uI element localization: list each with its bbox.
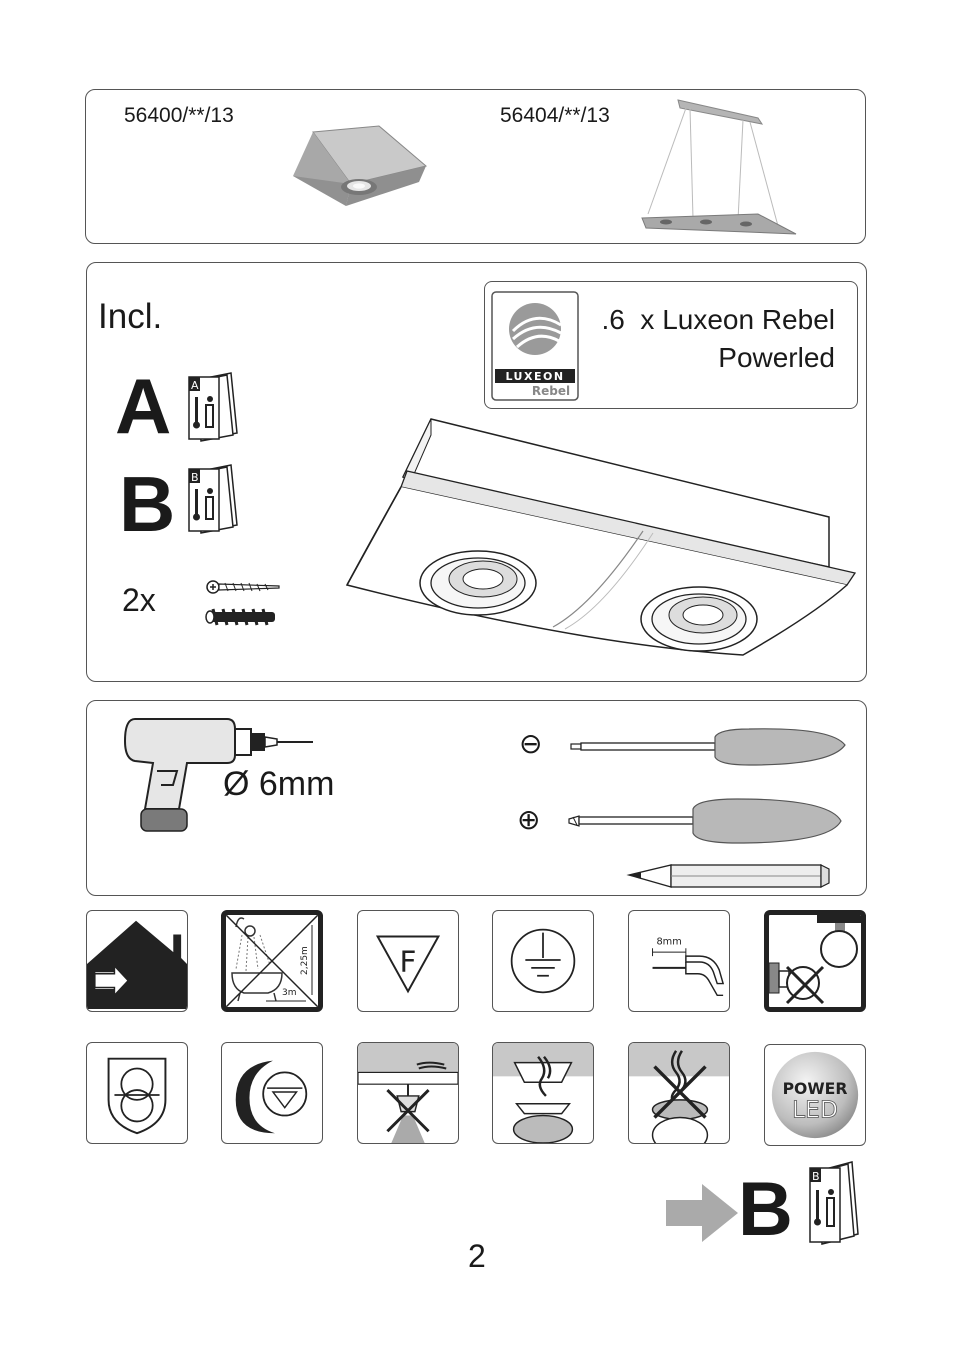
two-spot-lamp-drawing [343, 415, 863, 665]
next-booklet-letter: B [738, 1167, 793, 1252]
power-led-bottom: LED [791, 1095, 839, 1124]
arrow-right-icon [666, 1184, 738, 1242]
luxeon-logo-sub: Rebel [531, 384, 571, 398]
pendant-lamp-image [638, 96, 798, 241]
included-title: Incl. [98, 297, 163, 336]
luxeon-line2: Powerled [718, 342, 835, 373]
pencil-icon [627, 863, 831, 891]
safety-transformer-icon [86, 1042, 188, 1144]
luxeon-line1: .6 x Luxeon Rebel [601, 304, 835, 335]
shower-width-label: 3m [282, 988, 297, 998]
bathroom-zone-icon [221, 910, 323, 1012]
booklet-b-letter: B [119, 460, 176, 548]
f-mark-letter: F [399, 944, 417, 979]
no-hanging-on-cable-icon [628, 1042, 730, 1144]
shower-height-label: 2,25m [300, 946, 310, 975]
phillips-screwdriver-symbol: ⊕ [517, 803, 541, 836]
included-panel [86, 262, 867, 682]
next-booklet-tag: B [812, 1170, 820, 1183]
ceiling-mount-wiring-icon [492, 1042, 594, 1144]
luxeon-logo [491, 291, 579, 401]
booklet-a-icon [187, 371, 239, 441]
ceiling-lamp-image [291, 124, 426, 206]
no-lamp-direct-mount-icon [764, 910, 866, 1012]
models-panel [85, 89, 866, 244]
booklet-a-letter: A [115, 362, 172, 450]
power-led-badge [764, 1044, 866, 1146]
phillips-screwdriver-icon [567, 797, 845, 847]
booklet-b-tag: B [191, 471, 199, 484]
next-booklet-icon [808, 1160, 860, 1244]
screws-count: 2x [122, 582, 156, 618]
booklet-a-tag: A [191, 379, 199, 392]
flat-screwdriver-icon [569, 725, 847, 769]
luxeon-box [484, 281, 858, 409]
drill-size: Ø 6mm [223, 765, 335, 803]
no-drilling-near-cables-icon [357, 1042, 459, 1144]
page-number: 2 [468, 1238, 486, 1274]
tools-panel [86, 700, 867, 896]
dimmable-crescent-icon [221, 1042, 323, 1144]
luxeon-logo-word: LUXEON [505, 370, 565, 383]
model-code-left: 56400/**/13 [124, 104, 234, 127]
strip-length-label: 8mm [656, 936, 682, 948]
flat-screwdriver-symbol: ⊖ [519, 727, 543, 760]
earth-ground-icon [492, 910, 594, 1012]
wire-strip-icon [628, 910, 730, 1012]
f-mark-icon [357, 910, 459, 1012]
screw-and-plug-icon [205, 579, 285, 631]
booklet-b-icon [187, 463, 239, 533]
model-code-right: 56404/**/13 [500, 104, 610, 127]
power-led-top: POWER [782, 1079, 848, 1099]
indoor-use-icon [86, 910, 188, 1012]
